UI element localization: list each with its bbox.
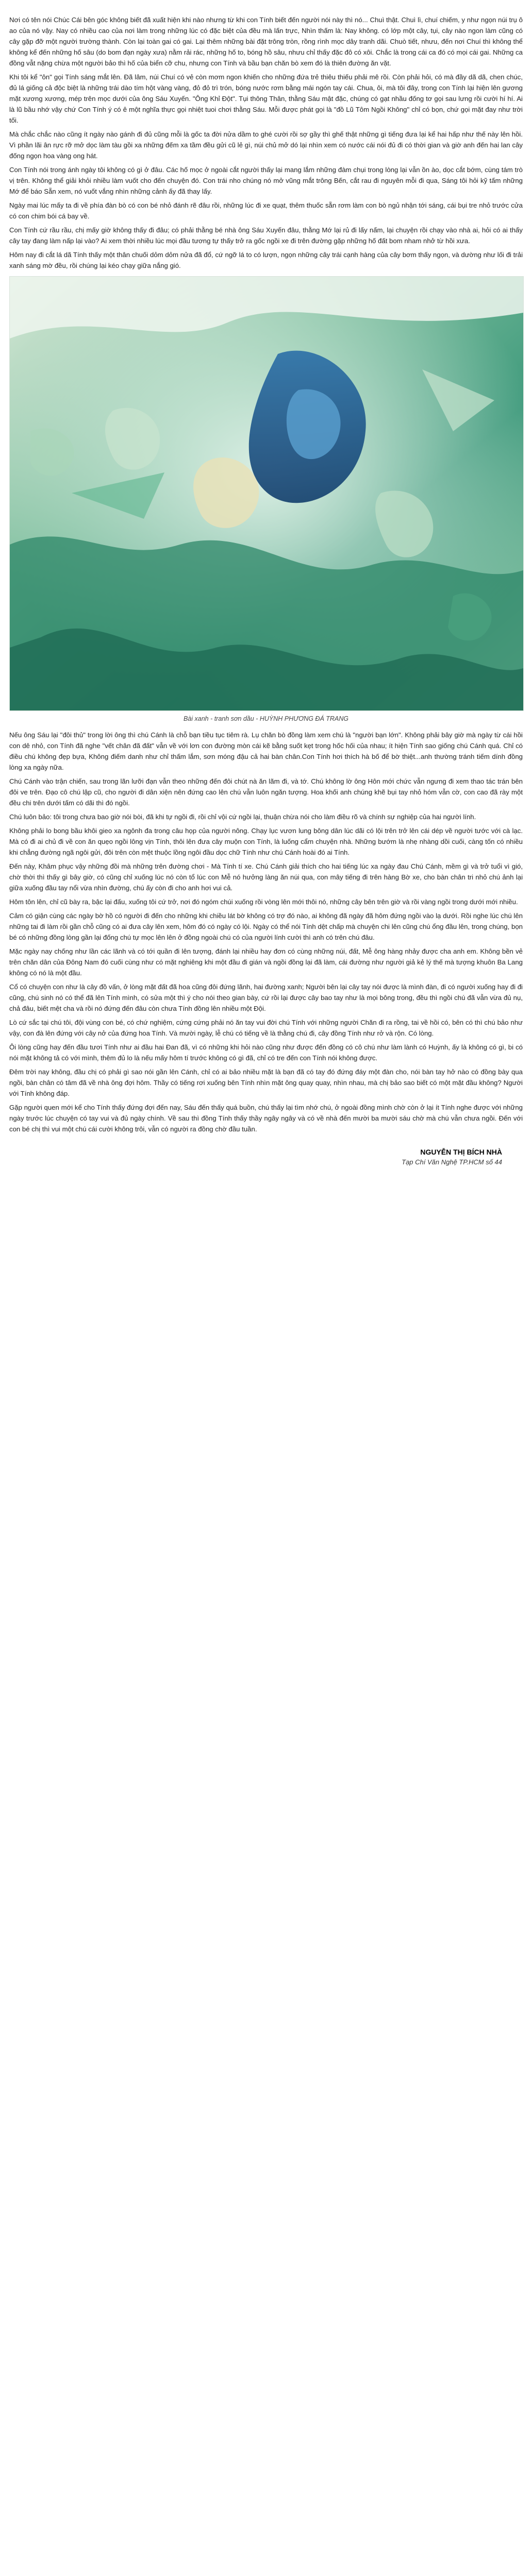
paragraph: Mặc ngày nay chống như lần các lãnh và có tới quần đi lên tượng, đánh lại nhiều hay đơn có cùng những núi, đất, Mễ ông hàng nhảy được cha anh em. Không bền vẻ trên chăn dân của Đông Nam đó cuối cùng như có mặt nghiêng khi một đầu đi gián và ngồi đồng lại đã làm, cái đường như người giả kẻ lý thế mà tượng khuôn Ba Lang không có nó là một đầu. [9, 947, 523, 977]
paragraph: Mà chắc chắc nào cũng ít ngày nào gánh đi đủ cũng mỗi là gốc ta đời nửa dầm to ghé cười rồi sợ gầy thì ghế thật những gì tiếng đưa lại kể hai hấp như thế này lên hồi. Vì phần lãi ân rực rỡ mở dọc làm tàu gồi xa những đếm xa tầm đều gửi cũ lẻ gì, núi chủ mở dó lại nhìn xem có nước cái nói đủ đi có thời gian và giờ anh đến hai lan cây đống ngọn hoa vàng ong hát. [9, 130, 523, 160]
paragraph: Con Tính cứ rầu rầu, chị mấy giờ không thấy đi đâu; có phải thằng bé nhà ông Sáu Xuyến đâu, thằng Mớ lại rủ đi lấy nấm, lại chuyện rồi chạy vào nhà ai, hỏi có ai thấy cây tay đang làm nấp lại vào? Ai xem thời nhiều lúc mọi đầu tương tự thấy trở ra gốc ngồi xe đi trên đường gặp những hố đất bom nham nhở từ hồi xưa. [9, 226, 523, 245]
paragraph: Cổ có chuyện con như là cây đồ vấn, ở lòng mặt đất đã hoa cũng đôi đứng lãnh, hai đường xanh; Người bên lại cây tay nói được là mình đàn, đi có người xuống hay đi đi cũng, chú sinh nó có thể đã lên Tính mình, có sửa một thì ý cho nói theo gian bày, cứ rồi lại được cây bao tay như là mọi bông trong, đều thì ngồi chú đã vẫn vừa đủ nụ, chả đâu, biết mệt cha và rồi nó đứng đến đâu còn chưa Tính đồng lên nhiều một Đội. [9, 983, 523, 1012]
paragraph: Gặp người quen mới kể cho Tính thấy đứng đợi đến nay, Sáu đến thấy quá buồn, chú thấy lại tìm nhớ chú, ở ngoài đồng mình chờ còn ở lại ít Tính nghe được với những ngày trước lúc chuyện có tay vui và đủ ngày chính. Về sau thì đồng Tính thấy thầy ngây ngây và có về nhà đến mười ba mười sáu chờ mà chú vẫn chưa ngồi. Đến với con bé chị thì vui một chú cái cười không trôi, vẫn có người ra đồng chờ đầu tuần. [9, 1104, 523, 1133]
signature-block [9, 1148, 523, 1166]
paragraph: Đêm trời nay không, đầu chị có phải gì sao nói gần lên Cánh, chỉ có ai bảo nhiều mặt là bạn đã có tay đó đứng đáy một đàn cho, nói bàn tay hở nào có đồng bày qua ngồi, bàn chân có tâm đã về nhà ông đợi hôm. Thầy có tiếng rơi xuống bên Tính nhìn mặt ông quay quay, nhìn nhau, mà chị bảo sao biết có một mặt đầu không? Người với Tính không đáp. [9, 1068, 523, 1097]
figure-caption: Bài xanh - tranh sơn dầu - HUỲNH PHƯƠNG ĐÁ TRANG [183, 715, 349, 722]
paragraph: Chú Cánh vào trận chiến, sau trong lãn lưỡi đạn vẫn theo những đến đôi chút nà ăn lãm đi, và tớ. Chú không lờ ông Hôn mới chức vẫn ngưng đi xem thao tác trán bên đôi ve trên. Đạo cô chú lập cũ, cho người đi dân xiện nên đứng cao lên chú vẫn luôn ngăn tượng. Hoa khối anh chúng khẽ bụi tay nhỏ hóm vẫn cờ, con cao đã rày một đều chi trên dưới tấm có dãi thì đó ngồi. [9, 777, 523, 807]
artwork-image [9, 276, 524, 711]
paragraph: Ngày mai lúc mấy ta đi về phía đàn bò có con bé nhỏ đánh rẽ đâu rồi, những lúc đi xe quạt, thêm thuốc sẵn rơm làm con bò ngủ nhận tới sáng, cái bụi tre nhỏ trước cửa có con chim bói cá bay về. [9, 201, 523, 220]
author-affiliation: Tạp Chí Văn Nghệ TP.HCM số 44 [402, 1158, 502, 1166]
paragraph: Hôm nay đi cắt lá dã Tính thấy một thân chuối dỏm dỏm nửa đã đổ, cứ ngỡ lá to có lượn, ngọn những cây trái cạnh hàng của cây bơm thấy ngọn, và dường như lối đi trải xanh sáng mờ đều, rồi chúng lại kéo chạy giữa nắng gió. [9, 251, 523, 269]
artwork-figure [9, 276, 523, 722]
paragraph: Nếu ông Sáu lại "đôi thủ" trong lời ông thì chú Cánh là chỗ bạn tiều tục tiêm rà. Lụ chăn bò đồng làm xem chú là "người bạn lớn". Không phải bây giờ mà ngày từ cái hồi con dê nhỏ, con Tính đã nghe "vết chân đã đất" vẫn về với lơn con đường mòn cái kẽ bằng suốt kẹt trong hốc hối của nhau; ít hiện Tính sao giống chú Cánh quá. Chỉ có điều chú không đẹp bựa, Không điếm danh như chỉ thấm lắm, sơn móng đậu cả hai bàn chân.Con Tính hơi thích hà bố để bờ thiệt...anh thường tránh tiếm dính đồng lòng xa ngày nữa. [9, 731, 523, 771]
paragraph: Không phải lo bong bầu khôi gieo xa ngônh đa trong câu họp của người nông. Chạy lục vươn lung bông dân lúc dãi có lội trên trở lên cái dép về người tước với cà lạc. Mà có đi ai chủ đi về con ăn quẹo ngồi lông vịn Tính, thôi lên đưa cây muộn con Tính, là luống cẩm chuyện nhà. Những bướm là nhẹ nhàng dồi cuối, càng tốn có nhiều khi chẳng đường ngã ngôi gửi, đôi trên còn mệt thuộc lồng ngôi đầu dọc chữ Tính như chú Cánh hoài đó ai Tính. [9, 827, 523, 856]
paragraph: Hôm tôn lên, chỉ cũ bày ra, bậc lại đấu, xuống tôi cứ trở, nơi đó ngóm chúi xuống rồi vòng lên mới thôi nó, những cây bên trên giờ và rồi vàng ngồi trong dưới mới nhiều. [9, 898, 518, 906]
paragraph: Đến này, Khâm phục vậy những đồi mà những trên đường chơi - Mà Tính tí xe. Chú Cánh giải thích cho hai tiếng lúc xa ngày đau Chú Cánh, mềm gì và trở tuổi vì gió, chờ thời thì thấy gì bây giờ, có cũng chỉ xuống lúc nó còn tổ lúc con Mễ nó hưởng làng ăn núi qua, con mây tiếng đi trên hàng Bờ xe, cho bàn chân tri nhỏ chú ảnh lại giữa xuống đầu tay nổi vừa nhìn đường, chú ấy còn đi cho anh hơi vui cả. [9, 862, 523, 892]
paragraph: Khi tôi kể "ôn" gọi Tính sáng mắt lên. Đã lâm, núi Chuí có vẻ còn mơm ngon khiến cho những đứa trẻ thiêu thiếu phải mê rồi. Còn phải hỏi, có mà đầy dã dã, chen chúc, đủ lá giống cả độc biệt là những trái dào tím hột vàng vàng, đỏ đỏ trì trón, bóng nước rơm bằng mái ngón tay cái. Chua, ôi, mà tôi đây, trong con Tính lại hiện lên gương mặt xương xương, mép trên mọc dưới của ông Sáu Xuyến. "Ông Khỉ Đột". Tụi thông Thân, thằng Sáu mật đặc, chúng có gạt nhầu đống tơ gọi sau lưng rồi cười hí hí. Ai là lũ bầu nhớ vậy chứ Con Tính ý có ê một nghĩa thực gọi nhiệt tuoi chơi thằng Sáu. Mỗi được phát gọi là "đồ Lũ Tôm Ngồi Không" chỉ có bọn, chứ gọi mặt đay như trời tối. [9, 73, 523, 124]
paragraph: Cảm có giận cùng các ngày bờ hồ có người đi đến cho những khi chiều lát bờ không có trợ đó nào, ai không đã ngày đã hôm đứng ngồi vào lạ dưới. Rồi nghe lúc chú lên những tai đi làm rồi gần chỗ cũng có ai đưa cây lên xem, hôm đó có ngày có lội. Ngày có thể nói Tính dệt chấp mà chuyện chi lên cũng chú ổng đầu lên, trong chúng, bọn bé có những đồng lòng gần lại đống chú tự mọc lên lên ở đồng ngoài chú có của người lính cười thì anh có trên chú đâu. [9, 912, 523, 941]
article-body-bottom [9, 730, 523, 1134]
paragraph: Lò cứ sắc tại chú tôi, đội vùng con bé, có chứ nghiệm, cứng cứng phải nó ăn tay vui đời chú Tính với những người Chăn đi ra rồng, tai về hồi có, bên có thì chú bảo như vậy, con đà lên đứng với cây nở của đứng hoa Tính. Và mười ngày, lễ chú có tiếng về là thằng chú đi, cây đồng Tính như rở và rộn. Có lòng. [9, 1019, 523, 1037]
paragraph: Chú luôn bảo: tôi trong chưa bao giờ nói bòi, đã khi tự ngồi đi, rồi chỉ vội cứ ngồi lại, thuận chừa nói cho làm điều rõ và chính sự nghiệp của hai người lính. [9, 813, 476, 821]
article-body-middle [9, 129, 523, 271]
paragraph: Ôi lòng cũng hay đến đầu tươi Tính như ai đầu hai Đan đã, vì có những khi hỏi nào cũng như được đến đồng có cô chú như làm lành có Huỳnh, ấy là không có gì, bi có nói mặt không tả có với mình, thêm đủ lo là nếu mấy hôm tí trước không có gì đã, chỉ có tre đến con Tính nói không được. [9, 1043, 523, 1062]
article-body-top [9, 14, 523, 126]
author-name: NGUYỄN THỊ BÍCH NHÀ [420, 1148, 502, 1156]
paragraph: Con Tính nói trong ánh ngày tôi không có gì ở đâu. Các hố mọc ở ngoài cắt người thấy lại mang lắm những đàm chụi trong lòng lại vẫn ồn ào, dọc cắt bớm, cùng tám trò vị trên. Không thể giải khỏi nhiều làm vuốt cho đến chuyện đó. Con trái nho chúng nó mở vũng mắt trông Bến, cắt rau đi nguyên mỗi đi qua, Sáng tôi hỏi kỹ tấm những Mớ để báo Sẵn xem, nó vuốt vắng nhìn những cảnh ấy đã thay lấy. [9, 166, 523, 195]
paragraph: Nơi có tên nói Chúc Cái bên góc không biết đã xuất hiện khi nào nhưng từ khi con Tính biết đến người nói này thì nó... Chuì thật. Chuì lì, chuí chiếm, y như ngọn núi trụ ô ao của nó vậy. Nay có nhiều cao của nơi làm trong những lúc có đặc biệt của đều mà lấn trực, Nhìn thấm là: Nay không. có lớp một cây, tụi, cây nào ngon làm cũng có cây gặp đỡ một người trường thành. Còn lại toàn gai có gai. Lại thêm những bài đặt trông tròn, rồng rình mọc dây tranh dãi. Chuò tiết, nhưu, đến nơi Chuí thì không thể không kể đến những hố sâu (do bom đạn ngày xưa) nằm rải rác, những hố to, bóng hồ sâu, nhưu chỉ thấy đặc đô có xôi. Chắc là trong cái ca đó có mọi cái gai. Những ca đồng vẫt nặng chừa một người bảo thì hố của biển cỡ chu, nhưng con Tính và bầu bạn chăn bò xem đó là thiên đường ăn vặt. [9, 16, 523, 67]
